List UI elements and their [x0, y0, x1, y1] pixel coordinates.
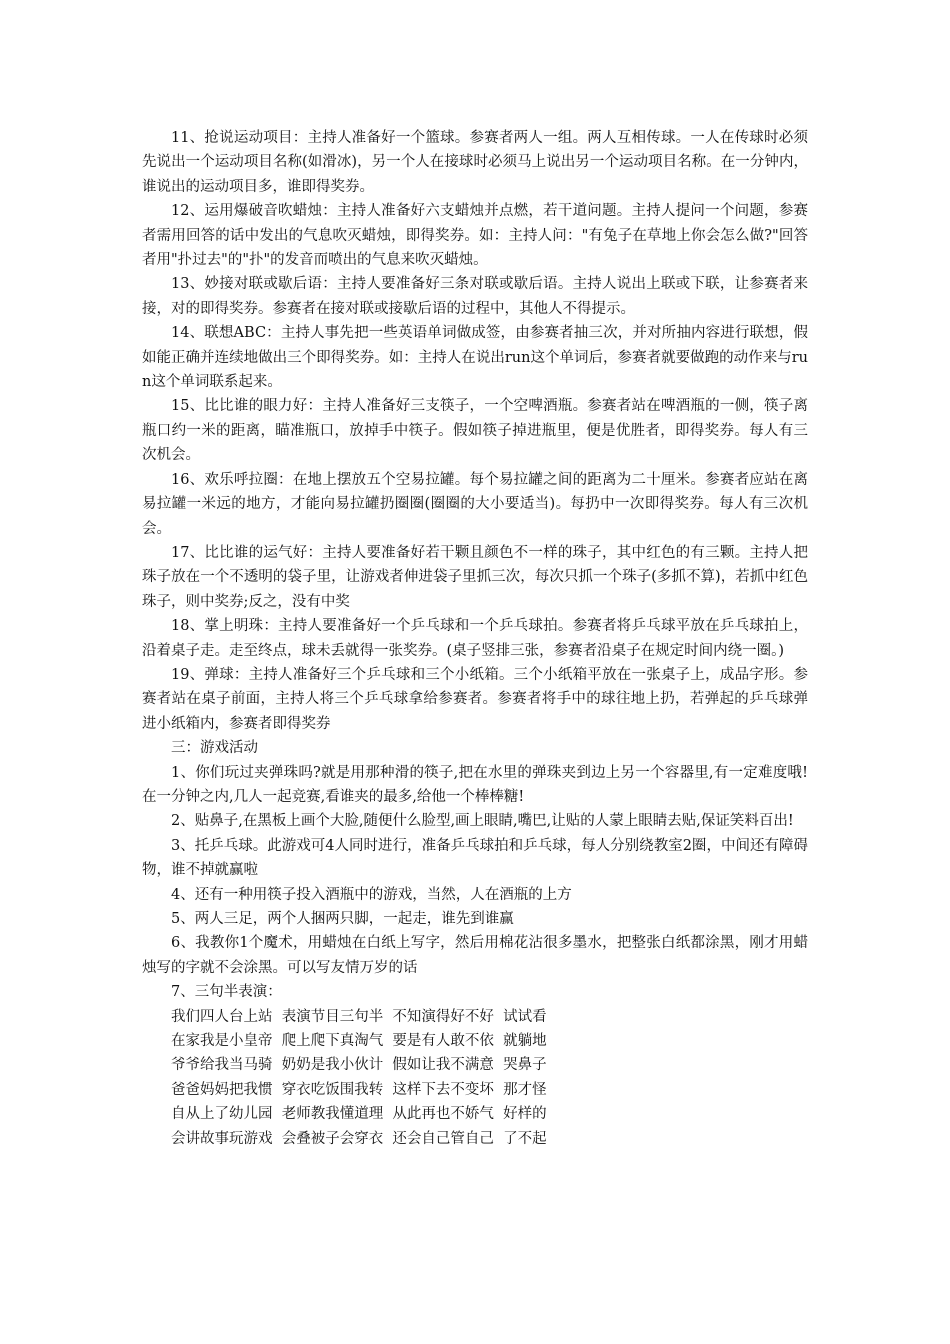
paragraph-game-13: 13、妙接对联或歇后语：主持人要准备好三条对联或歇后语。主持人说出上联或下联，让参赛者来接，对的即得奖券。参赛者在接对联或接歇后语的过程中，其他人不得提示。 — [142, 276, 808, 317]
document-body — [142, 126, 808, 1151]
poem-line: 爸爸妈妈把我惯 穿衣吃饭围我转 这样下去不变坏 那才怪 — [171, 1081, 547, 1098]
paragraph-game-11: 11、抢说运动项目：主持人准备好一个篮球。参赛者两人一组。两人互相传球。一人在传球时必须先说出一个运动项目名称(如滑冰)，另一个人在接球时必须马上说出另一个运动项目名称。在一分钟内，谁说出的运动项目多，谁即得奖券。 — [142, 130, 808, 195]
poem-line: 爷爷给我当马骑 奶奶是我小伙计 假如让我不满意 哭鼻子 — [171, 1057, 547, 1074]
section-heading: 三：游戏活动 — [171, 740, 258, 757]
poem-line: 会讲故事玩游戏 会叠被子会穿衣 还会自己管自己 了不起 — [171, 1130, 547, 1147]
paragraph-game-15: 15、比比谁的眼力好：主持人准备好三支筷子，一个空啤酒瓶。参赛者站在啤酒瓶的一侧，筷子离瓶口约一米的距离，瞄准瓶口，放掉手中筷子。假如筷子掉进瓶里，便是优胜者，即得奖券。每人有三次机会。 — [142, 398, 808, 464]
paragraph-activity-5: 5、两人三足，两个人捆两只脚，一起走，谁先到谁赢 — [171, 911, 514, 927]
poem-line: 自从上了幼儿园 老师教我懂道理 从此再也不娇气 好样的 — [171, 1106, 547, 1123]
poem-line: 在家我是小皇帝 爬上爬下真淘气 要是有人敢不依 就躺地 — [171, 1033, 547, 1050]
paragraph-game-16: 16、欢乐呼拉圈：在地上摆放五个空易拉罐。每个易拉罐之间的距离为二十厘米。参赛者应站在离易拉罐一米远的地方，才能向易拉罐扔圈圈(圈圈的大小要适当)。每扔中一次即得奖券。每人有三次机会。 — [142, 471, 808, 537]
paragraph-game-14: 14、联想ABC：主持人事先把一些英语单词做成签，由参赛者抽三次，并对所抽内容进行联想，假如能正确并连续地做出三个即得奖券。如：主持人在说出run这个单词后，参赛者就要做跑的动作来与run这个单词联系起来。 — [142, 325, 808, 391]
paragraph-game-17: 17、比比谁的运气好：主持人要准备好若干颗且颜色不一样的珠子，其中红色的有三颗。主持人把珠子放在一个不透明的袋子里，让游戏者伸进袋子里抓三次，每次只抓一个珠子(多抓不算)，若抓中红色珠子，则中奖券;反之，没有中奖 — [142, 544, 808, 610]
paragraph-activity-3: 3、托乒乓球。此游戏可4人同时进行，准备乒乓球拍和乒乓球，每人分别绕教室2圈，中间还有障碍物，谁不掉就赢啦 — [142, 837, 808, 879]
paragraph-activity-4: 4、还有一种用筷子投入酒瓶中的游戏，当然，人在酒瓶的上方 — [171, 886, 572, 903]
paragraph-game-12: 12、运用爆破音吹蜡烛：主持人准备好六支蜡烛并点燃，若干道问题。主持人提问一个问题，参赛者需用回答的话中发出的气息吹灭蜡烛，即得奖券。如：主持人问："有兔子在草地上你会怎么做?"回答者用"扑过去"的"扑"的发音而喷出的气息来吹灭蜡烛。 — [142, 203, 808, 269]
paragraph-activity-7: 7、三句半表演： — [171, 984, 282, 1001]
paragraph-game-19: 19、弹球：主持人准备好三个乒乓球和三个小纸箱。三个小纸箱平放在一张桌子上，成品字形。参赛者站在桌子前面，主持人将三个乒乓球拿给参赛者。参赛者将手中的球往地上扔，若弹起的乒乓球弹进小纸箱内，参赛者即得奖券 — [142, 666, 808, 732]
poem-line: 我们四人台上站 表演节目三句半 不知演得好不好 试试看 — [171, 1008, 547, 1025]
paragraph-game-18: 18、掌上明珠：主持人要准备好一个乒乓球和一个乒乓球拍。参赛者将乒乓球平放在乒乓球拍上，沿着桌子走。走至终点，球未丢就得一张奖券。(桌子竖排三张，参赛者沿桌子在规定时间内绕一圈。) — [142, 618, 808, 659]
paragraph-activity-2: 2、贴鼻子,在黑板上画个大脸,随便什么脸型,画上眼睛,嘴巴,让贴的人蒙上眼睛去贴,保证笑料百出! — [171, 813, 794, 830]
paragraph-activity-6: 6、我教你1个魔术，用蜡烛在白纸上写字，然后用棉花沾很多墨水，把整张白纸都涂黑，刚才用蜡烛写的字就不会涂黑。可以写友情万岁的话 — [142, 935, 808, 976]
paragraph-activity-1: 1、你们玩过夹弹珠吗?就是用那种滑的筷子,把在水里的弹珠夹到边上另一个容器里,有一定难度哦!在一分钟之内,几人一起竞赛,看谁夹的最多,给他一个棒棒糖! — [142, 764, 808, 805]
